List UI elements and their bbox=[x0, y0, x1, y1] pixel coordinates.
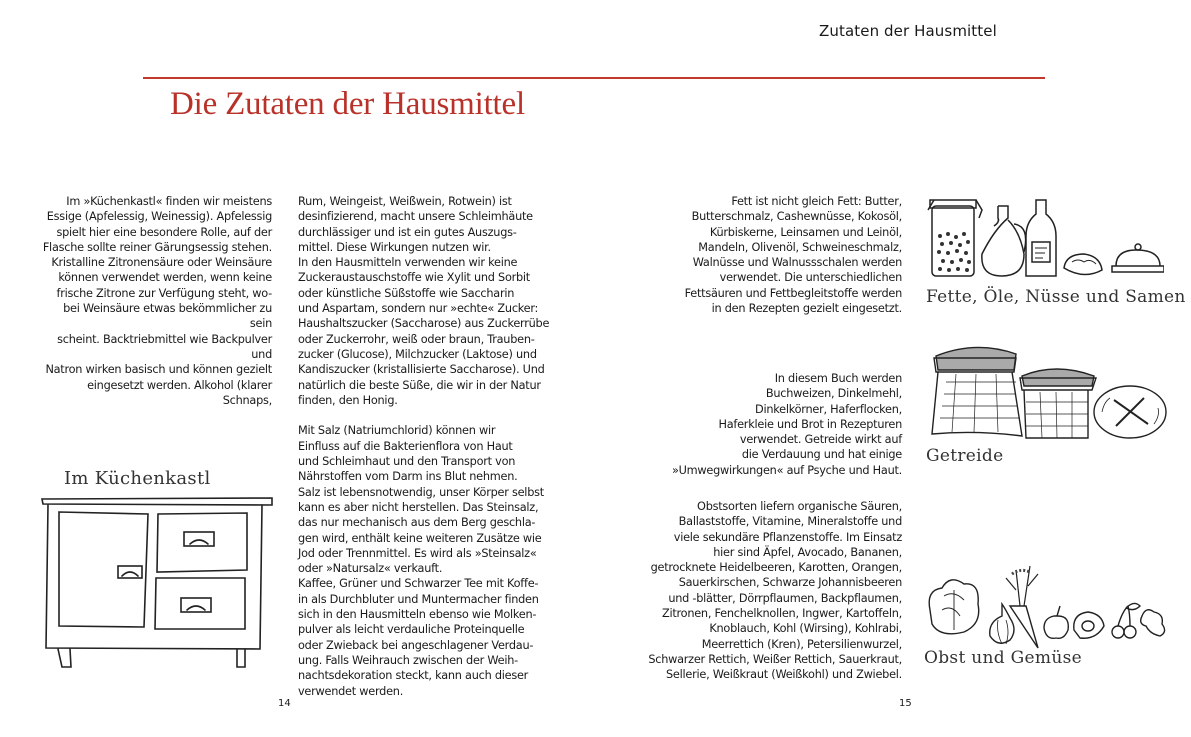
cupboard-body bbox=[46, 505, 262, 649]
drawer-handle-top-icon bbox=[184, 532, 214, 546]
text-line: Jod oder Trennmittel. Es wird als »Steinsalz« bbox=[298, 546, 537, 560]
produce-illustration bbox=[920, 560, 1170, 650]
text-line: finden, den Honig. bbox=[298, 393, 398, 407]
text-line: verwendet. Die unterschiedlichen bbox=[719, 271, 902, 285]
caption-kuechenkastl: Im Küchenkastl bbox=[64, 468, 211, 489]
text-line: ung. Falls Weihrauch zwischen der Weih- bbox=[298, 653, 518, 667]
text-line: Knoblauch, Kohl (Wirsing), Kohlrabi, bbox=[709, 622, 902, 636]
text-line: mittel. Diese Wirkungen nutzen wir. bbox=[298, 240, 491, 254]
text-line: eingesetzt werden. Alkohol (klarer Schnaps, bbox=[87, 378, 272, 407]
text-line: Obstsorten liefern organische Säuren, bbox=[697, 500, 902, 513]
text-line: nachtsdekoration steckt, kann auch dieser bbox=[298, 669, 529, 683]
grain-sack-small-icon bbox=[1020, 369, 1096, 438]
apple-icon bbox=[1044, 606, 1068, 638]
text-line: Sellerie, Weißkraut (Weißkohl) und Zwiebel. bbox=[666, 668, 902, 682]
text-line: verwendet werden. bbox=[298, 684, 404, 698]
text-line: Mit Salz (Natriumchlorid) können wir bbox=[298, 424, 496, 438]
text-line: Flasche sollte reiner Gärungsessig stehen. bbox=[42, 240, 272, 254]
text-line: pulver als leicht verdauliche Proteinquelle bbox=[298, 623, 525, 637]
text-line: gen wird, enthält keine weiteren Zusätze wie bbox=[298, 531, 542, 545]
text-line: Haushaltszucker (Saccharose) aus Zuckerrübe bbox=[298, 317, 550, 331]
text-line: oder Zwieback bei angeschlagener Verdau- bbox=[298, 638, 534, 652]
text-line: oder künstliche Süßstoffe wie Saccharin bbox=[298, 286, 515, 300]
text-line: Buchweizen, Dinkelmehl, bbox=[765, 387, 902, 401]
column-intro bbox=[40, 194, 272, 408]
avocado-icon bbox=[1074, 612, 1104, 638]
text-line: und Aspartam, sondern nur »echte« Zucker: bbox=[298, 302, 539, 316]
text-line: und Schleimhaut und den Transport von bbox=[298, 455, 516, 469]
text-line: getrocknete Heidelbeeren, Karotten, Orangen, bbox=[650, 561, 902, 575]
fats-illustration bbox=[924, 196, 1164, 282]
bread-loaf-icon bbox=[1094, 386, 1166, 438]
text-line: Salz ist lebensnotwendig, unser Körper selbst bbox=[298, 485, 544, 499]
text-line: Nährstoffen vom Darm ins Blut nehmen. bbox=[298, 470, 518, 484]
text-line: und -blätter, Dörrpflaumen, Backpflaumen, bbox=[668, 591, 902, 605]
title-rule bbox=[143, 77, 1045, 79]
page-number-left: 14 bbox=[278, 698, 291, 709]
text-line: in als Durchbluter und Muntermacher finden bbox=[298, 592, 539, 606]
page-number-right: 15 bbox=[899, 698, 912, 709]
text-line: Kristalline Zitronensäure oder Weinsäure bbox=[51, 256, 272, 270]
cupboard-top bbox=[42, 498, 272, 505]
cupboard-leg-left bbox=[58, 649, 71, 667]
column-alcohol-sugar-salt bbox=[298, 194, 560, 699]
text-line: Mandeln, Olivenöl, Schweineschmalz, bbox=[698, 240, 902, 254]
text-line: Rum, Weingeist, Weißwein, Rotwein) ist bbox=[298, 195, 512, 208]
paragraph-salt-coffee bbox=[298, 423, 560, 698]
cupboard-illustration bbox=[40, 492, 276, 670]
text-line: in den Rezepten gezielt eingesetzt. bbox=[711, 302, 902, 316]
paragraph-alcohol-sugar bbox=[298, 194, 560, 408]
ginger-icon bbox=[1141, 610, 1165, 636]
text-line: Fettsäuren und Fettbegleitstoffe werden bbox=[684, 286, 902, 300]
text-line: Kaffee, Grüner und Schwarzer Tee mit Koffe- bbox=[298, 577, 539, 591]
text-line: Butterschmalz, Cashewnüsse, Kokosöl, bbox=[691, 210, 902, 224]
text-line: hier sind Äpfel, Avocado, Bananen, bbox=[713, 545, 902, 559]
text-line: »Umwegwirkungen« auf Psyche und Haut. bbox=[671, 463, 902, 477]
cabbage-icon bbox=[929, 580, 979, 634]
text-line: Ballaststoffe, Vitamine, Mineralstoffe und bbox=[678, 515, 902, 529]
text-line: desinfizierend, macht unsere Schleimhäute bbox=[298, 210, 533, 224]
text-line: natürlich die beste Süße, die wir in der Natur bbox=[298, 378, 541, 392]
text-line: verwendet. Getreide wirkt auf bbox=[739, 433, 902, 447]
text-line: kann es aber nicht herstellen. Das Steinsalz, bbox=[298, 500, 539, 514]
text-line: spielt hier eine besondere Rolle, auf der bbox=[56, 225, 272, 239]
text-line: Haferkleie und Brot in Rezepturen bbox=[718, 417, 902, 431]
cupboard-door bbox=[59, 512, 148, 627]
text-line: oder Zuckerrohr, weiß oder braun, Trauben- bbox=[298, 332, 535, 346]
text-line: Fett ist nicht gleich Fett: Butter, bbox=[731, 195, 902, 208]
grain-illustration bbox=[926, 342, 1186, 442]
text-line: oder »Natursalz« verkauft. bbox=[298, 562, 443, 576]
cupboard-drawer-top bbox=[157, 513, 247, 572]
text-line: Dinkelkörner, Haferflocken, bbox=[755, 402, 902, 416]
butter-dish-icon bbox=[1112, 244, 1164, 272]
text-line: Kandiszucker (kristallisierte Saccharose). Und bbox=[298, 363, 545, 377]
text-line: viele sekundäre Pflanzenstoffe. Im Einsatz bbox=[673, 530, 902, 544]
text-line: scheint. Backtriebmittel wie Backpulver und bbox=[57, 332, 272, 361]
paragraph-gap bbox=[298, 408, 560, 423]
text-line: In den Hausmitteln verwenden wir keine bbox=[298, 256, 518, 270]
text-line: die Verdauung und hat einige bbox=[741, 448, 902, 462]
text-line: Kürbiskerne, Leinsamen und Leinöl, bbox=[709, 225, 902, 239]
jar-icon bbox=[928, 200, 982, 276]
carrot-icon bbox=[1006, 566, 1038, 648]
text-line: sich in den Hausmitteln ebenso wie Molken- bbox=[298, 608, 537, 622]
caption-produce: Obst und Gemüse bbox=[924, 648, 1082, 668]
text-line: zucker (Glucose), Milchzucker (Laktose) und bbox=[298, 347, 537, 361]
drawer-handle-bottom-icon bbox=[181, 598, 211, 612]
paragraph-grain bbox=[660, 371, 902, 478]
text-line: durchlässiger und ist ein gutes Auszugs- bbox=[298, 225, 517, 239]
text-line: Sauerkirschen, Schwarze Johannisbeeren bbox=[678, 576, 902, 590]
bottle-icon bbox=[1026, 200, 1056, 276]
text-line: Im »Küchenkastl« finden wir meistens bbox=[66, 195, 272, 208]
text-line: Zitronen, Fenchelknollen, Ingwer, Kartoffeln, bbox=[661, 607, 902, 621]
text-line: In diesem Buch werden bbox=[774, 372, 902, 385]
cupboard-leg-right bbox=[237, 649, 245, 667]
text-line: Essige (Apfelessig, Weinessig). Apfelessig bbox=[46, 210, 272, 224]
text-line: Zuckeraustauschstoffe wie Xylit und Sorbit bbox=[298, 271, 530, 285]
text-line: bei Weinsäure etwas bekömmlicher zu sein bbox=[63, 302, 272, 331]
text-line: Walnüsse und Walnussschalen werden bbox=[692, 256, 902, 270]
walnut-icon bbox=[1064, 254, 1102, 275]
onion-icon bbox=[990, 604, 1014, 644]
caption-fats: Fette, Öle, Nüsse und Samen bbox=[926, 287, 1186, 307]
cupboard-drawer-bottom bbox=[155, 578, 245, 629]
paragraph-produce bbox=[640, 499, 902, 683]
cherries-icon bbox=[1112, 603, 1140, 638]
grain-sack-large-icon bbox=[932, 347, 1022, 436]
caption-grain: Getreide bbox=[926, 446, 1004, 466]
text-line: können verwendet werden, wenn keine bbox=[58, 271, 272, 285]
text-line: Meerrettich (Kren), Petersilienwurzel, bbox=[701, 637, 902, 651]
text-line: Schwarzer Rettich, Weißer Rettich, Sauerkraut, bbox=[648, 652, 902, 666]
text-line: Einfluss auf die Bakterienflora von Haut bbox=[298, 439, 513, 453]
page-title: Die Zutaten der Hausmittel bbox=[170, 86, 525, 122]
text-line: Natron wirken basisch und können gezielt bbox=[45, 363, 272, 377]
text-line: das nur mechanisch aus dem Berg geschla- bbox=[298, 516, 536, 530]
paragraph-fats bbox=[670, 194, 902, 316]
text-line: frische Zitrone zur Verfügung steht, wo- bbox=[56, 286, 272, 300]
running-head: Zutaten der Hausmittel bbox=[819, 22, 997, 40]
oil-carafe-icon bbox=[982, 206, 1026, 276]
